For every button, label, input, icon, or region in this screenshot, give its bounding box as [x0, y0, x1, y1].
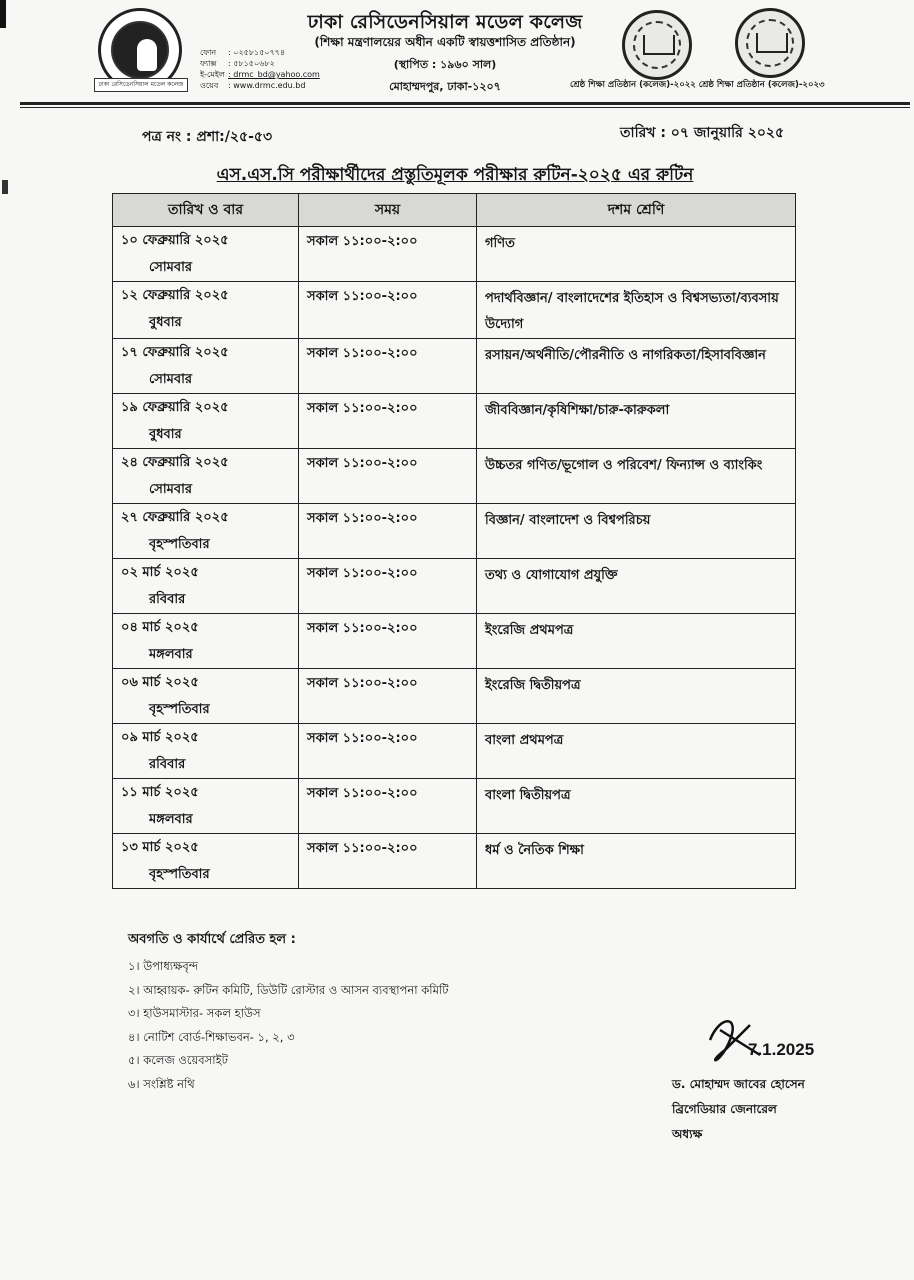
exam-day: মঙ্গলবার	[149, 647, 193, 662]
phone-value: : ০২৫৮১৫০৭৭৪	[228, 48, 286, 57]
exam-time: সকাল ১১:০০-২:০০	[307, 234, 418, 249]
cell-time	[299, 834, 477, 889]
cell-time	[299, 449, 477, 504]
exam-time: সকাল ১১:০০-২:০০	[307, 621, 418, 636]
college-name: ঢাকা রেসিডেনসিয়াল মডেল কলেজ	[307, 11, 583, 33]
cell-time	[299, 559, 477, 614]
signer-rank: ব্রিগেডিয়ার জেনারেল	[672, 1102, 777, 1116]
exam-date: ১৭ ফেব্রুয়ারি ২০২৫	[121, 345, 229, 360]
header-time: সময়	[299, 194, 477, 227]
cell-subject	[477, 669, 796, 724]
exam-day: মঙ্গলবার	[149, 812, 193, 827]
cell-date-day	[113, 339, 299, 394]
exam-day: বুধবার	[149, 315, 182, 330]
cc-item: ১। উপাধ্যক্ষবৃন্দ	[128, 959, 199, 973]
exam-subject: জীববিজ্ঞান/কৃষিশিক্ষা/চারু-কারুকলা	[485, 403, 670, 418]
exam-subject: তথ্য ও যোগাযোগ প্রযুক্তি	[485, 568, 618, 583]
cell-date-day	[113, 614, 299, 669]
exam-time: সকাল ১১:০০-২:০০	[307, 401, 418, 416]
cc-item: ৪। নোটিশ বোর্ড-শিক্ষাভবন- ১, ২, ৩	[128, 1029, 295, 1044]
college-address: মোহাম্মদপুর, ঢাকা-১২০৭	[389, 80, 501, 93]
routine-heading: এস.এস.সি পরীক্ষার্থীদের প্রস্তুতিমূলক পরীক্ষার রুটিন-২০২৫ এর রুটিন	[216, 165, 694, 185]
table-row	[113, 394, 796, 449]
fax-label: ফ্যাক্স	[200, 59, 217, 68]
email-label: ই-মেইল	[200, 70, 225, 79]
table-row	[113, 779, 796, 834]
exam-subject: ধর্ম ও নৈতিক শিক্ষা	[485, 843, 584, 858]
signer-block	[672, 1072, 805, 1147]
cell-time	[299, 504, 477, 559]
exam-day: সোমবার	[149, 482, 193, 497]
table-row	[113, 339, 796, 394]
award-badge-2023	[735, 8, 805, 78]
cell-date-day	[113, 669, 299, 724]
exam-subject: বাংলা দ্বিতীয়পত্র	[485, 788, 571, 803]
signer-designation: অধ্যক্ষ	[672, 1127, 703, 1141]
exam-subject: গণিত	[485, 236, 515, 251]
cell-date-day	[113, 282, 299, 339]
cell-date-day	[113, 394, 299, 449]
exam-date: ১৯ ফেব্রুয়ারি ২০২৫	[121, 400, 229, 415]
header-rule	[20, 102, 910, 105]
table-row	[113, 669, 796, 724]
awards-text: শ্রেষ্ঠ শিক্ষা প্রতিষ্ঠান (কলেজ)-২০২২ শ্রেষ্ঠ শিক্ষা প্রতিষ্ঠান (কলেজ)-২০২৩	[570, 80, 825, 90]
cell-time	[299, 339, 477, 394]
scan-edge-mark	[0, 0, 6, 28]
cc-item: ৬। সংশ্লিষ্ট নথি	[128, 1076, 195, 1091]
cell-subject	[477, 339, 796, 394]
cc-title: অবগতি ও কার্যার্থে প্রেরিত হল :	[128, 932, 296, 947]
table-row	[113, 724, 796, 779]
web-value: : www.drmc.edu.bd	[228, 81, 306, 90]
exam-date: ০৪ মার্চ ২০২৫	[121, 620, 199, 635]
cell-date-day	[113, 834, 299, 889]
cc-item: ৫। কলেজ ওয়েবসাইট	[128, 1053, 228, 1067]
web-label: ওয়েব	[200, 81, 219, 90]
exam-subject: রসায়ন/অর্থনীতি/পৌরনীতি ও নাগরিকতা/হিসাববিজ্ঞান	[485, 348, 766, 363]
cell-subject	[477, 834, 796, 889]
exam-date: ১৩ মার্চ ২০২৫	[121, 840, 199, 855]
exam-date: ২৭ ফেব্রুয়ারি ২০২৫	[121, 510, 229, 525]
cell-date-day	[113, 227, 299, 282]
table-row	[113, 834, 796, 889]
exam-time: সকাল ১১:০০-২:০০	[307, 731, 418, 746]
exam-time: সকাল ১১:০০-২:০০	[307, 786, 418, 801]
cell-subject	[477, 282, 796, 339]
table-row	[113, 449, 796, 504]
exam-time: সকাল ১১:০০-২:০০	[307, 289, 418, 304]
exam-date: ১০ ফেব্রুয়ারি ২০২৫	[121, 233, 229, 248]
exam-day: বৃহস্পতিবার	[149, 702, 210, 717]
cell-time	[299, 614, 477, 669]
exam-time: সকাল ১১:০০-২:০০	[307, 511, 418, 526]
cell-subject	[477, 724, 796, 779]
cell-time	[299, 227, 477, 282]
email-value: : drmc_bd@yahoo.com	[228, 70, 320, 79]
table-header-row	[113, 194, 796, 227]
exam-date: ১১ মার্চ ২০২৫	[121, 785, 199, 800]
header-date-day: তারিখ ও বার	[113, 194, 299, 227]
routine-table-body	[113, 227, 796, 889]
routine-table	[112, 193, 796, 889]
exam-time: সকাল ১১:০০-২:০০	[307, 456, 418, 471]
phone-label: ফোন	[200, 48, 217, 57]
exam-day: রবিবার	[149, 757, 186, 772]
exam-date: ১২ ফেব্রুয়ারি ২০২৫	[121, 288, 229, 303]
cell-subject	[477, 504, 796, 559]
exam-date: ০৯ মার্চ ২০২৫	[121, 730, 199, 745]
exam-time: সকাল ১১:০০-২:০০	[307, 566, 418, 581]
cell-subject	[477, 559, 796, 614]
memo-number: পত্র নং : প্রশা:/২৫-৫৩	[142, 129, 273, 145]
cell-date-day	[113, 559, 299, 614]
college-established: (স্থাপিত : ১৯৬০ সাল)	[393, 58, 497, 71]
memo-date: তারিখ : ০৭ জানুয়ারি ২০২৫	[620, 125, 785, 141]
table-row	[113, 504, 796, 559]
exam-day: সোমবার	[149, 372, 193, 387]
exam-day: রবিবার	[149, 592, 186, 607]
exam-day: বৃহস্পতিবার	[149, 867, 210, 882]
exam-subject: পদার্থবিজ্ঞান/ বাংলাদেশের ইতিহাস ও বিশ্বসভ্যতা/ব্যবসায় উদ্যোগ	[485, 291, 779, 332]
exam-subject: ইংরেজি প্রথমপত্র	[485, 623, 574, 638]
cell-time	[299, 724, 477, 779]
cell-time	[299, 779, 477, 834]
scan-edge-mark	[2, 180, 8, 194]
header-class-ten: দশম শ্রেণি	[477, 194, 796, 227]
exam-date: ২৪ ফেব্রুয়ারি ২০২৫	[121, 455, 229, 470]
table-row	[113, 559, 796, 614]
exam-time: সকাল ১১:০০-২:০০	[307, 676, 418, 691]
award-badge-2022	[622, 10, 692, 80]
exam-time: সকাল ১১:০০-২:০০	[307, 841, 418, 856]
cell-subject	[477, 614, 796, 669]
exam-time: সকাল ১১:০০-২:০০	[307, 346, 418, 361]
cell-time	[299, 282, 477, 339]
exam-day: বৃহস্পতিবার	[149, 537, 210, 552]
cell-subject	[477, 449, 796, 504]
cell-time	[299, 394, 477, 449]
exam-subject: বিজ্ঞান/ বাংলাদেশ ও বিশ্বপরিচয়	[485, 513, 651, 528]
cell-date-day	[113, 504, 299, 559]
cc-list	[128, 955, 449, 1096]
cell-time	[299, 669, 477, 724]
cc-item: ৩। হাউসমাস্টার- সকল হাউস	[128, 1006, 261, 1020]
cell-date-day	[113, 724, 299, 779]
signer-name: ড. মোহাম্মদ জাবের হোসেন	[672, 1077, 805, 1091]
exam-day: সোমবার	[149, 260, 193, 275]
exam-date: ০৬ মার্চ ২০২৫	[121, 675, 199, 690]
cell-subject	[477, 394, 796, 449]
cell-date-day	[113, 779, 299, 834]
cell-subject	[477, 779, 796, 834]
table-row	[113, 614, 796, 669]
exam-subject: বাংলা প্রথমপত্র	[485, 733, 564, 748]
cell-date-day	[113, 449, 299, 504]
header-rule-thin	[20, 107, 910, 108]
exam-day: বুধবার	[149, 427, 182, 442]
fax-value: : ৫৮১৫০৬৮২	[228, 59, 275, 68]
table-row	[113, 227, 796, 282]
table-row	[113, 282, 796, 339]
logo-caption: ঢাকা রেসিডেনসিয়াল মডেল কলেজ	[94, 78, 188, 92]
cc-item: ২। আহ্বায়ক- রুটিন কমিটি, ডিউটি রোস্টার ও আসন ব্যবস্থাপনা কমিটি	[128, 982, 449, 997]
exam-subject: উচ্চতর গণিত/ভূগোল ও পরিবেশ/ ফিন্যান্স ও ব্যাংকিং	[485, 458, 763, 473]
exam-subject: ইংরেজি দ্বিতীয়পত্র	[485, 678, 581, 693]
exam-date: ০২ মার্চ ২০২৫	[121, 565, 199, 580]
college-subtitle: (শিক্ষা মন্ত্রণালয়ের অধীন একটি স্বায়ত্তশাসিত প্রতিষ্ঠান)	[314, 35, 576, 49]
signature-date: 7.1.2025	[748, 1040, 815, 1059]
cell-subject	[477, 227, 796, 282]
